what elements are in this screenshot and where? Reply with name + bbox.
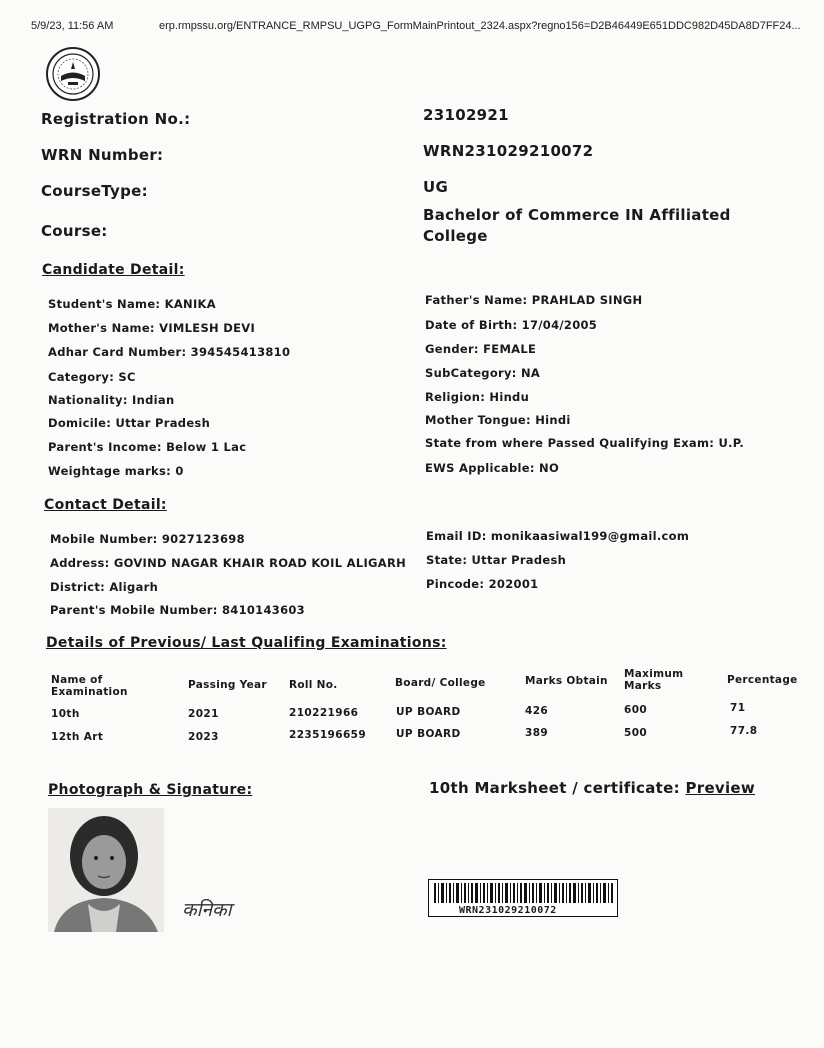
- candidate-field: Mother's Name: VIMLESH DEVI: [48, 321, 256, 335]
- exam-cell-roll: 2235196659: [289, 729, 367, 741]
- exam-cell-roll: 210221966: [289, 707, 359, 719]
- exam-cell-marks: 426: [525, 705, 549, 717]
- contact-field: Address: GOVIND NAGAR KHAIR ROAD KOIL ALIGARH: [50, 556, 407, 570]
- registration-value: 23102921: [423, 106, 509, 124]
- candidate-signature: कनिका: [182, 899, 232, 921]
- col-header-max-line1: Maximum: [624, 668, 684, 680]
- candidate-field: SubCategory: NA: [425, 366, 541, 380]
- col-header-roll: Roll No.: [289, 679, 338, 691]
- university-logo: [46, 47, 100, 101]
- course-value-line1: Bachelor of Commerce IN Affiliated: [423, 206, 731, 224]
- wrn-value: WRN231029210072: [423, 142, 594, 160]
- candidate-field: Religion: Hindu: [425, 390, 530, 404]
- col-header-year: Passing Year: [188, 679, 267, 691]
- candidate-field: Nationality: Indian: [48, 393, 175, 407]
- col-header-marks: Marks Obtain: [525, 675, 608, 687]
- photo-sig-heading: Photograph & Signature:: [48, 782, 253, 798]
- barcode: [428, 879, 618, 917]
- coursetype-label: CourseType:: [41, 182, 148, 200]
- col-header-name: [51, 674, 128, 698]
- contact-field: Parent's Mobile Number: 8410143603: [50, 603, 305, 617]
- contact-field: State: Uttar Pradesh: [426, 553, 567, 567]
- candidate-field: Student's Name: KANIKA: [48, 297, 216, 311]
- candidate-field: Parent's Income: Below 1 Lac: [48, 440, 247, 454]
- candidate-field: Domicile: Uttar Pradesh: [48, 416, 211, 430]
- contact-field: Email ID: monikaasiwal199@gmail.com: [426, 529, 690, 543]
- exam-cell-percentage: 77.8: [730, 725, 758, 737]
- exam-cell-marks: 389: [525, 727, 549, 739]
- candidate-field: Category: SC: [48, 370, 136, 384]
- candidate-field: Date of Birth: 17/04/2005: [425, 318, 598, 332]
- exam-cell-max: 500: [624, 727, 648, 739]
- col-header-max-line2: Marks: [624, 680, 662, 692]
- candidate-field: State from where Passed Qualifying Exam: U.P.: [425, 436, 745, 450]
- candidate-field: EWS Applicable: NO: [425, 461, 560, 475]
- exam-cell-board: UP BOARD: [396, 706, 461, 718]
- candidate-field: Weightage marks: 0: [48, 464, 184, 478]
- course-value-line2: College: [423, 227, 488, 245]
- wrn-label: WRN Number:: [41, 146, 164, 164]
- exam-cell-board: UP BOARD: [396, 728, 461, 740]
- col-header-board: Board/ College: [395, 677, 486, 689]
- exam-cell-max: 600: [624, 704, 648, 716]
- col-header-name-line2: Examination: [51, 686, 128, 698]
- course-label: Course:: [41, 222, 108, 240]
- candidate-field: Father's Name: PRAHLAD SINGH: [425, 293, 643, 307]
- exam-cell-year: 2021: [188, 708, 219, 720]
- exam-cell-name: 12th Art: [51, 731, 104, 743]
- candidate-photo: [48, 808, 164, 932]
- candidate-field: Mother Tongue: Hindi: [425, 413, 571, 427]
- exams-heading: Details of Previous/ Last Qualifing Examinations:: [46, 635, 447, 651]
- col-header-max: [624, 668, 683, 692]
- col-header-name-line1: Name of: [51, 674, 103, 686]
- registration-label: Registration No.:: [41, 110, 191, 128]
- exam-cell-percentage: 71: [730, 702, 746, 714]
- col-header-percentage: Percentage: [727, 674, 798, 686]
- marksheet-preview-link[interactable]: Preview: [685, 779, 756, 797]
- marksheet-label-text: 10th Marksheet / certificate:: [429, 779, 680, 797]
- exam-cell-year: 2023: [188, 731, 219, 743]
- candidate-field: Adhar Card Number: 394545413810: [48, 345, 291, 359]
- exam-cell-name: 10th: [51, 708, 80, 720]
- contact-field: Mobile Number: 9027123698: [50, 532, 245, 546]
- contact-field: Pincode: 202001: [426, 577, 539, 591]
- candidate-field: Gender: FEMALE: [425, 342, 537, 356]
- contact-field: District: Aligarh: [50, 580, 159, 594]
- candidate-heading: Candidate Detail:: [42, 262, 185, 278]
- barcode-text: WRN231029210072: [459, 905, 557, 916]
- print-url: erp.rmpssu.org/ENTRANCE_RMPSU_UGPG_FormMainPrintout_2324.aspx?regno156=D2B46449E651DDC982D45DA8D7FF24...: [159, 20, 801, 32]
- marksheet-label: [429, 779, 755, 797]
- coursetype-value: UG: [423, 178, 449, 196]
- print-datetime: 5/9/23, 11:56 AM: [31, 20, 114, 32]
- contact-heading: Contact Detail:: [44, 497, 167, 513]
